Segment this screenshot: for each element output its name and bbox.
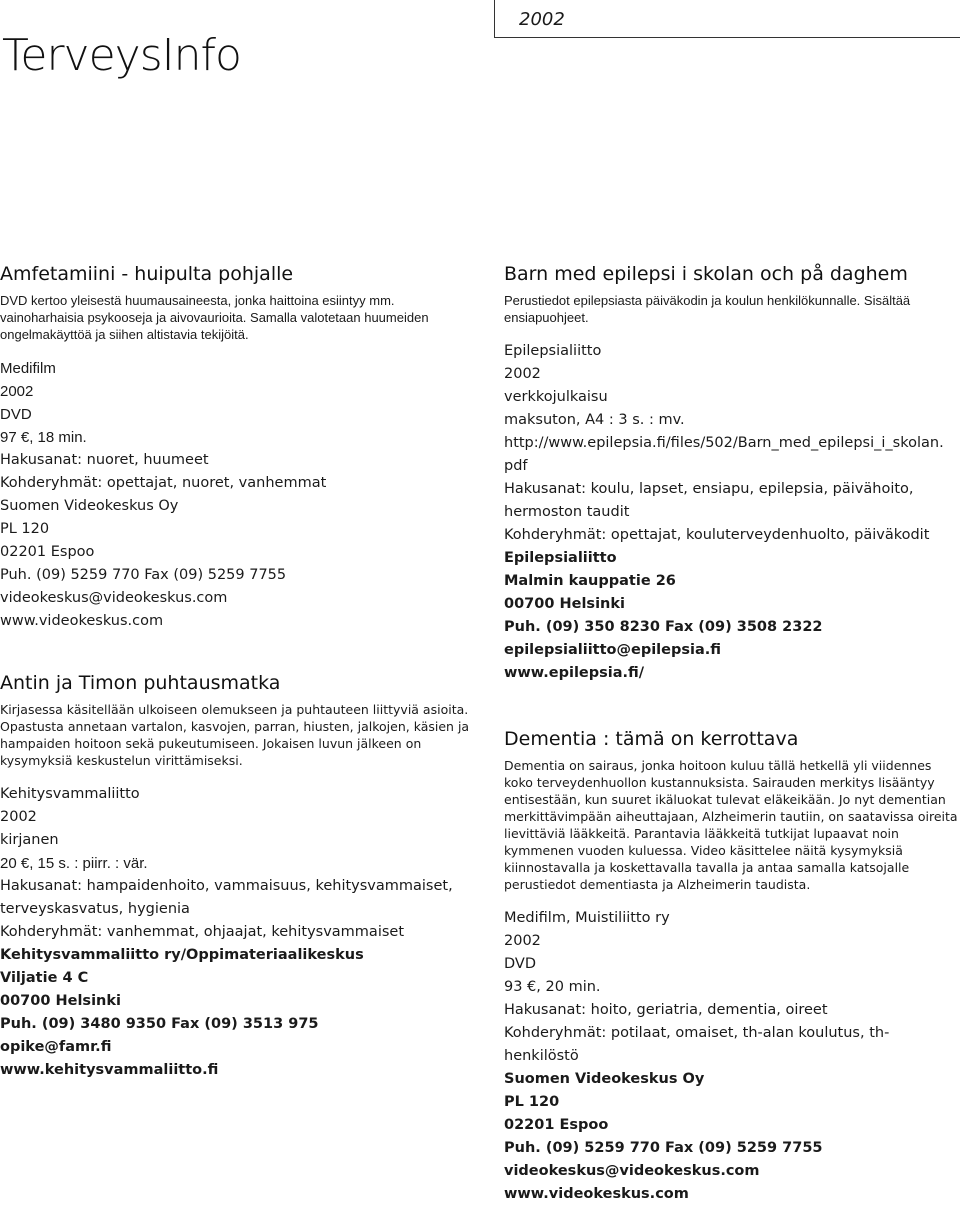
keywords: Hakusanat: koulu, lapset, ensiapu, epilepsia, päivähoito, hermoston taudit [504,481,914,520]
audience: Kohderyhmät: vanhemmat, ohjaajat, kehitysvammaiset [0,924,405,940]
web-link[interactable]: www.videokeskus.com [0,613,164,629]
format: verkkojulkaisu [504,389,608,405]
format: kirjanen [0,832,59,848]
publisher: Kehitysvammaliitto [0,786,140,802]
year: 2002 [504,366,541,382]
phone: Puh. (09) 350 8230 Fax (09) 3508 2322 [504,619,823,635]
entry-description: Kirjasessa käsitellään ulkoiseen olemukseen ja puhtauteen liittyviä asioita. Opastusta annetaan vartalon, kasvojen, parran, hiusten, jalkojen, käsien ja hampaiden hoitoon sekä pukeutumiseen. Jokaisen luvun jälkeen on kysymyksiä keskustelun virittämiseksi. [0,702,470,768]
url-extension: pdf [504,458,528,474]
url-link[interactable]: http://www.epilepsia.fi/files/502/Barn_med_epilepsi_i_skolan. [504,435,944,451]
contact-name: Kehitysvammaliitto ry/Oppimateriaalikeskus [0,947,364,963]
entry-spacer [504,685,960,725]
address-line-1: Malmin kauppatie 26 [504,573,676,589]
entry-dementia [504,725,960,1206]
contact-name: Suomen Videokeskus Oy [0,498,179,514]
price: 20 €, 15 s. : piirr. : vär. [0,855,148,872]
right-column [504,260,960,1206]
price: maksuton, A4 : 3 s. : mv. [504,412,685,428]
left-column [0,260,470,1082]
phone: Puh. (09) 5259 770 Fax (09) 5259 7755 [0,567,287,583]
address-line-1: PL 120 [0,521,50,537]
year: 2002 [504,933,541,949]
address-line-2: 00700 Helsinki [504,596,625,612]
audience: Kohderyhmät: opettajat, kouluterveydenhuolto, päiväkodit [504,527,930,543]
price: 93 €, 20 min. [504,979,601,995]
keywords: Hakusanat: hoito, geriatria, dementia, oireet [504,1002,828,1018]
entry-description: DVD kertoo yleisestä huumausaineesta, jonka haittoina esiintyy mm. vainoharhaisia psykooseja ja aivovaurioita. Samalla valotetaan huumeiden ongelmakäyttöä ja siihen altistavia tekijöitä. [0,293,429,342]
format: DVD [504,956,536,972]
phone: Puh. (09) 5259 770 Fax (09) 5259 7755 [504,1140,823,1156]
keywords: Hakusanat: nuoret, huumeet [0,452,209,468]
web-link[interactable]: www.kehitysvammaliitto.fi [0,1062,219,1078]
web-link[interactable]: www.videokeskus.com [504,1186,689,1202]
year-header: 2002 [494,0,960,38]
web-link[interactable]: www.epilepsia.fi/ [504,665,645,681]
entry-description: Perustiedot epilepsiasta päiväkodin ja koulun henkilökunnalle. Sisältää ensiapuohjeet. [504,293,911,325]
phone: Puh. (09) 3480 9350 Fax (09) 3513 975 [0,1016,319,1032]
publisher: Epilepsialiitto [504,343,602,359]
entry-title: Antin ja Timon puhtausmatka [0,672,281,694]
keywords: Hakusanat: hampaidenhoito, vammaisuus, kehitysvammaiset, terveyskasvatus, hygienia [0,878,453,917]
entry-description: Dementia on sairaus, jonka hoitoon kuluu tällä hetkellä yli viidennes koko terveydenhuollon kustannuksista. Sairauden merkitys lisääntyy entisestään, kun suuret ikäluokat tulevat eläkeikään. Jo nyt dementian merkittävimpään aiheuttajaan, Alzheimerin tautiin, on saatavissa oireita lievittäviä lääkkeitä. Parantavia lääkkeitä tutkijat lupaavat noin kymmenen vuoden kuluessa. Video käsittelee näitä kysymyksiä kiinnostavalla ja koskettavalla tavalla ja antaa samalla katsojalle perustiedot dementiasta ja Alzheimerin taudista. [504,758,958,892]
contact-name: Epilepsialiitto [504,550,617,566]
entry-title: Barn med epilepsi i skolan och på daghem [504,263,908,285]
email-link[interactable]: videokeskus@videokeskus.com [504,1163,760,1179]
entry-amfetamiini [0,260,470,633]
entry-title: Amfetamiini - huipulta pohjalle [0,263,294,285]
email-link[interactable]: opike@famr.fi [0,1039,112,1055]
address-line-2: 02201 Espoo [504,1117,609,1133]
format: DVD [0,406,32,423]
entry-title: Dementia : tämä on kerrottava [504,728,799,750]
site-title: TerveysInfo [2,30,241,81]
audience: Kohderyhmät: potilaat, omaiset, th-alan koulutus, th-henkilöstö [504,1025,890,1064]
price: 97 €, 18 min. [0,429,87,446]
audience: Kohderyhmät: opettajat, nuoret, vanhemmat [0,475,327,491]
address-line-1: Viljatie 4 C [0,970,89,986]
entry-barn-med-epilepsi [504,260,960,685]
email-link[interactable]: videokeskus@videokeskus.com [0,590,228,606]
address-line-2: 00700 Helsinki [0,993,121,1009]
email-link[interactable]: epilepsialiitto@epilepsia.fi [504,642,721,658]
entry-antin-ja-timon [0,669,470,1082]
year: 2002 [0,383,34,400]
address-line-1: PL 120 [504,1094,560,1110]
publisher: Medifilm [0,360,56,377]
contact-name: Suomen Videokeskus Oy [504,1071,705,1087]
publisher: Medifilm, Muistiliitto ry [504,910,670,926]
entry-spacer [0,633,470,669]
address-line-2: 02201 Espoo [0,544,95,560]
year: 2002 [0,809,37,825]
